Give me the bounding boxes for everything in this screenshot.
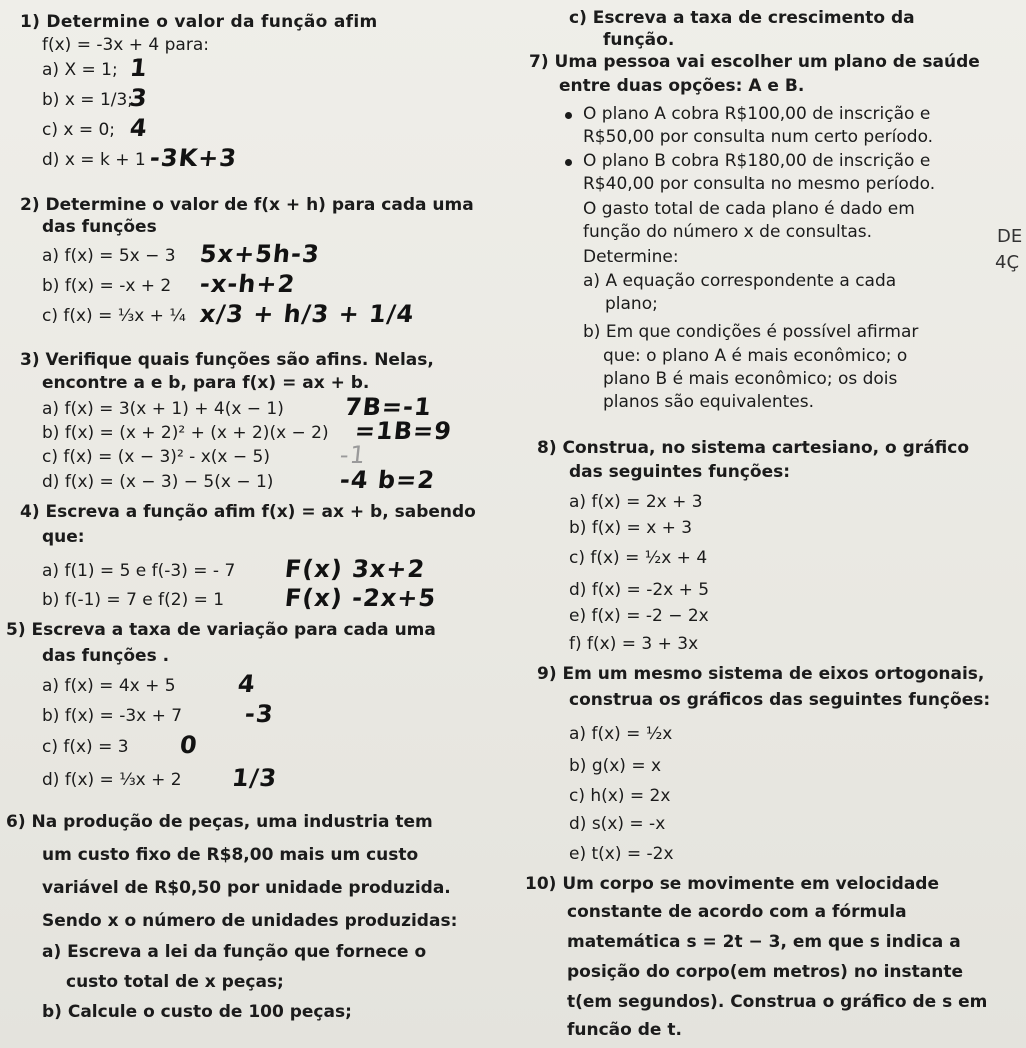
q1-item-d: d) x = k + 1 <box>42 150 146 170</box>
q5-item-b: b) f(x) = -3x + 7 <box>42 706 183 726</box>
q7-b-line-3: plano B é mais econômico; os dois <box>603 369 898 389</box>
q2-answer-a: 5x+5h-3 <box>198 240 322 268</box>
q2-answer-b: -x-h+2 <box>198 270 297 298</box>
q7-bullet-2 <box>565 159 572 166</box>
q1-answer-c: 4 <box>128 114 150 142</box>
q9-item-c: c) h(x) = 2x <box>569 786 671 806</box>
q6-line-6: custo total de x peças; <box>66 972 284 992</box>
q9-item-e: e) t(x) = -2x <box>569 844 674 864</box>
q7-line-1: 7) Uma pessoa vai escolher um plano de saúde <box>529 52 980 72</box>
q9-item-b: b) g(x) = x <box>569 756 662 776</box>
q9-title: 9) Em um mesmo sistema de eixos ortogonais, <box>537 664 985 684</box>
q6-line-7: b) Calcule o custo de 100 peças; <box>42 1002 352 1022</box>
q7-a-line-2: plano; <box>605 294 658 314</box>
q3-item-d: d) f(x) = (x − 3) − 5(x − 1) <box>42 472 274 492</box>
q3-answer-a: 7B=-1 <box>343 393 434 421</box>
q1-item-b: b) x = 1/3; <box>42 90 134 110</box>
q3-item-a: a) f(x) = 3(x + 1) + 4(x − 1) <box>42 399 284 419</box>
q10-line-3: matemática s = 2t − 3, em que s indica a <box>567 932 961 952</box>
q6-line-1: 6) Na produção de peças, uma industria tem <box>6 812 433 832</box>
q3-answer-c: -1 <box>338 441 368 469</box>
q3-item-c: c) f(x) = (x − 3)² - x(x − 5) <box>42 447 270 467</box>
q9-item-a: a) f(x) = ½x <box>569 724 673 744</box>
q9-item-d: d) s(x) = -x <box>569 814 666 834</box>
q1-title: 1) Determine o valor da função afim <box>20 12 378 32</box>
q2-item-a: a) f(x) = 5x − 3 <box>42 246 176 266</box>
q10-line-5: t(em segundos). Construa o gráfico de s em <box>567 992 988 1012</box>
qc-line-2: função. <box>603 30 675 50</box>
q8-item-e: e) f(x) = -2 − 2x <box>569 606 709 626</box>
q6-line-5: a) Escreva a lei da função que fornece o <box>42 942 427 962</box>
q10-line-2: constante de acordo com a fórmula <box>567 902 907 922</box>
q1-formula: f(x) = -3x + 4 para: <box>42 35 209 55</box>
q2-item-b: b) f(x) = -x + 2 <box>42 276 172 296</box>
q5-answer-d: 1/3 <box>230 764 279 792</box>
q9-subtitle: construa os gráficos das seguintes funções: <box>569 690 991 710</box>
q7-bullet-2-line-2: R$40,00 por consulta no mesmo período. <box>583 174 936 194</box>
q7-line-2: entre duas opções: A e B. <box>559 76 805 96</box>
qc-line-1: c) Escreva a taxa de crescimento da <box>569 8 915 28</box>
q5-title: 5) Escreva a taxa de variação para cada uma <box>6 620 436 640</box>
q3-title: 3) Verifique quais funções são afins. Nelas, <box>20 350 434 370</box>
q7-b-line-1: b) Em que condições é possível afirmar <box>583 322 919 342</box>
q7-b-line-2: que: o plano A é mais econômico; o <box>603 346 908 366</box>
q7-after-line-1: O gasto total de cada plano é dado em <box>583 199 915 219</box>
q4-title: 4) Escreva a função afim f(x) = ax + b, sabendo <box>20 502 476 522</box>
q10-line-6: funcão de t. <box>567 1020 682 1040</box>
q5-item-d: d) f(x) = ⅓x + 2 <box>42 770 182 790</box>
q5-subtitle: das funções . <box>42 646 170 666</box>
q8-item-f: f) f(x) = 3 + 3x <box>569 634 699 654</box>
q3-item-b: b) f(x) = (x + 2)² + (x + 2)(x − 2) <box>42 423 329 443</box>
q5-item-a: a) f(x) = 4x + 5 <box>42 676 176 696</box>
q2-answer-c: x/3 + h/3 + 1/4 <box>198 300 416 328</box>
q6-line-3: variável de R$0,50 por unidade produzida. <box>42 878 451 898</box>
q8-title: 8) Construa, no sistema cartesiano, o gráfico <box>537 438 970 458</box>
q4-subtitle: que: <box>42 527 85 547</box>
q7-bullet-1-line-2: R$50,00 por consulta num certo período. <box>583 127 934 147</box>
q7-determine: Determine: <box>583 247 679 267</box>
margin-note-1: DE <box>997 226 1023 247</box>
q1-answer-b: 3 <box>128 84 150 112</box>
margin-note-2: 4Ç <box>995 252 1020 273</box>
q10-line-1: 10) Um corpo se movimente em velocidade <box>525 874 940 894</box>
q3-subtitle: encontre a e b, para f(x) = ax + b. <box>42 373 370 393</box>
q1-answer-d: -3K+3 <box>148 144 239 172</box>
q5-answer-a: 4 <box>236 670 258 698</box>
q3-answer-b: =1B=9 <box>353 417 454 445</box>
q1-answer-a: 1 <box>128 54 150 82</box>
q7-a-line-1: a) A equação correspondente a cada <box>583 271 897 291</box>
q7-after-line-2: função do número x de consultas. <box>583 222 873 242</box>
q4-item-a: a) f(1) = 5 e f(-3) = - 7 <box>42 561 236 581</box>
q2-title: 2) Determine o valor de f(x + h) para cada uma <box>20 195 474 215</box>
q5-answer-c: 0 <box>178 731 200 759</box>
q6-line-4: Sendo x o número de unidades produzidas: <box>42 911 458 931</box>
q10-line-4: posição do corpo(em metros) no instante <box>567 962 963 982</box>
q3-answer-d: -4 b=2 <box>338 466 437 494</box>
q8-item-b: b) f(x) = x + 3 <box>569 518 693 538</box>
q5-item-c: c) f(x) = 3 <box>42 737 129 757</box>
q8-item-a: a) f(x) = 2x + 3 <box>569 492 703 512</box>
q4-answer-b: F(x) -2x+5 <box>283 584 438 612</box>
q1-item-c: c) x = 0; <box>42 120 116 140</box>
q5-answer-b: -3 <box>243 700 276 728</box>
q2-subtitle: das funções <box>42 217 157 237</box>
q4-item-b: b) f(-1) = 7 e f(2) = 1 <box>42 590 225 610</box>
q8-subtitle: das seguintes funções: <box>569 462 791 482</box>
q7-bullet-1 <box>565 112 572 119</box>
q7-b-line-4: planos são equivalentes. <box>603 392 815 412</box>
q8-item-c: c) f(x) = ½x + 4 <box>569 548 708 568</box>
q7-bullet-2-line-1: O plano B cobra R$180,00 de inscrição e <box>583 151 931 171</box>
q6-line-2: um custo fixo de R$8,00 mais um custo <box>42 845 419 865</box>
q4-answer-a: F(x) 3x+2 <box>283 555 427 583</box>
q7-bullet-1-line-1: O plano A cobra R$100,00 de inscrição e <box>583 104 931 124</box>
q1-item-a: a) X = 1; <box>42 60 118 80</box>
q8-item-d: d) f(x) = -2x + 5 <box>569 580 710 600</box>
q2-item-c: c) f(x) = ⅓x + ¼ <box>42 306 186 326</box>
